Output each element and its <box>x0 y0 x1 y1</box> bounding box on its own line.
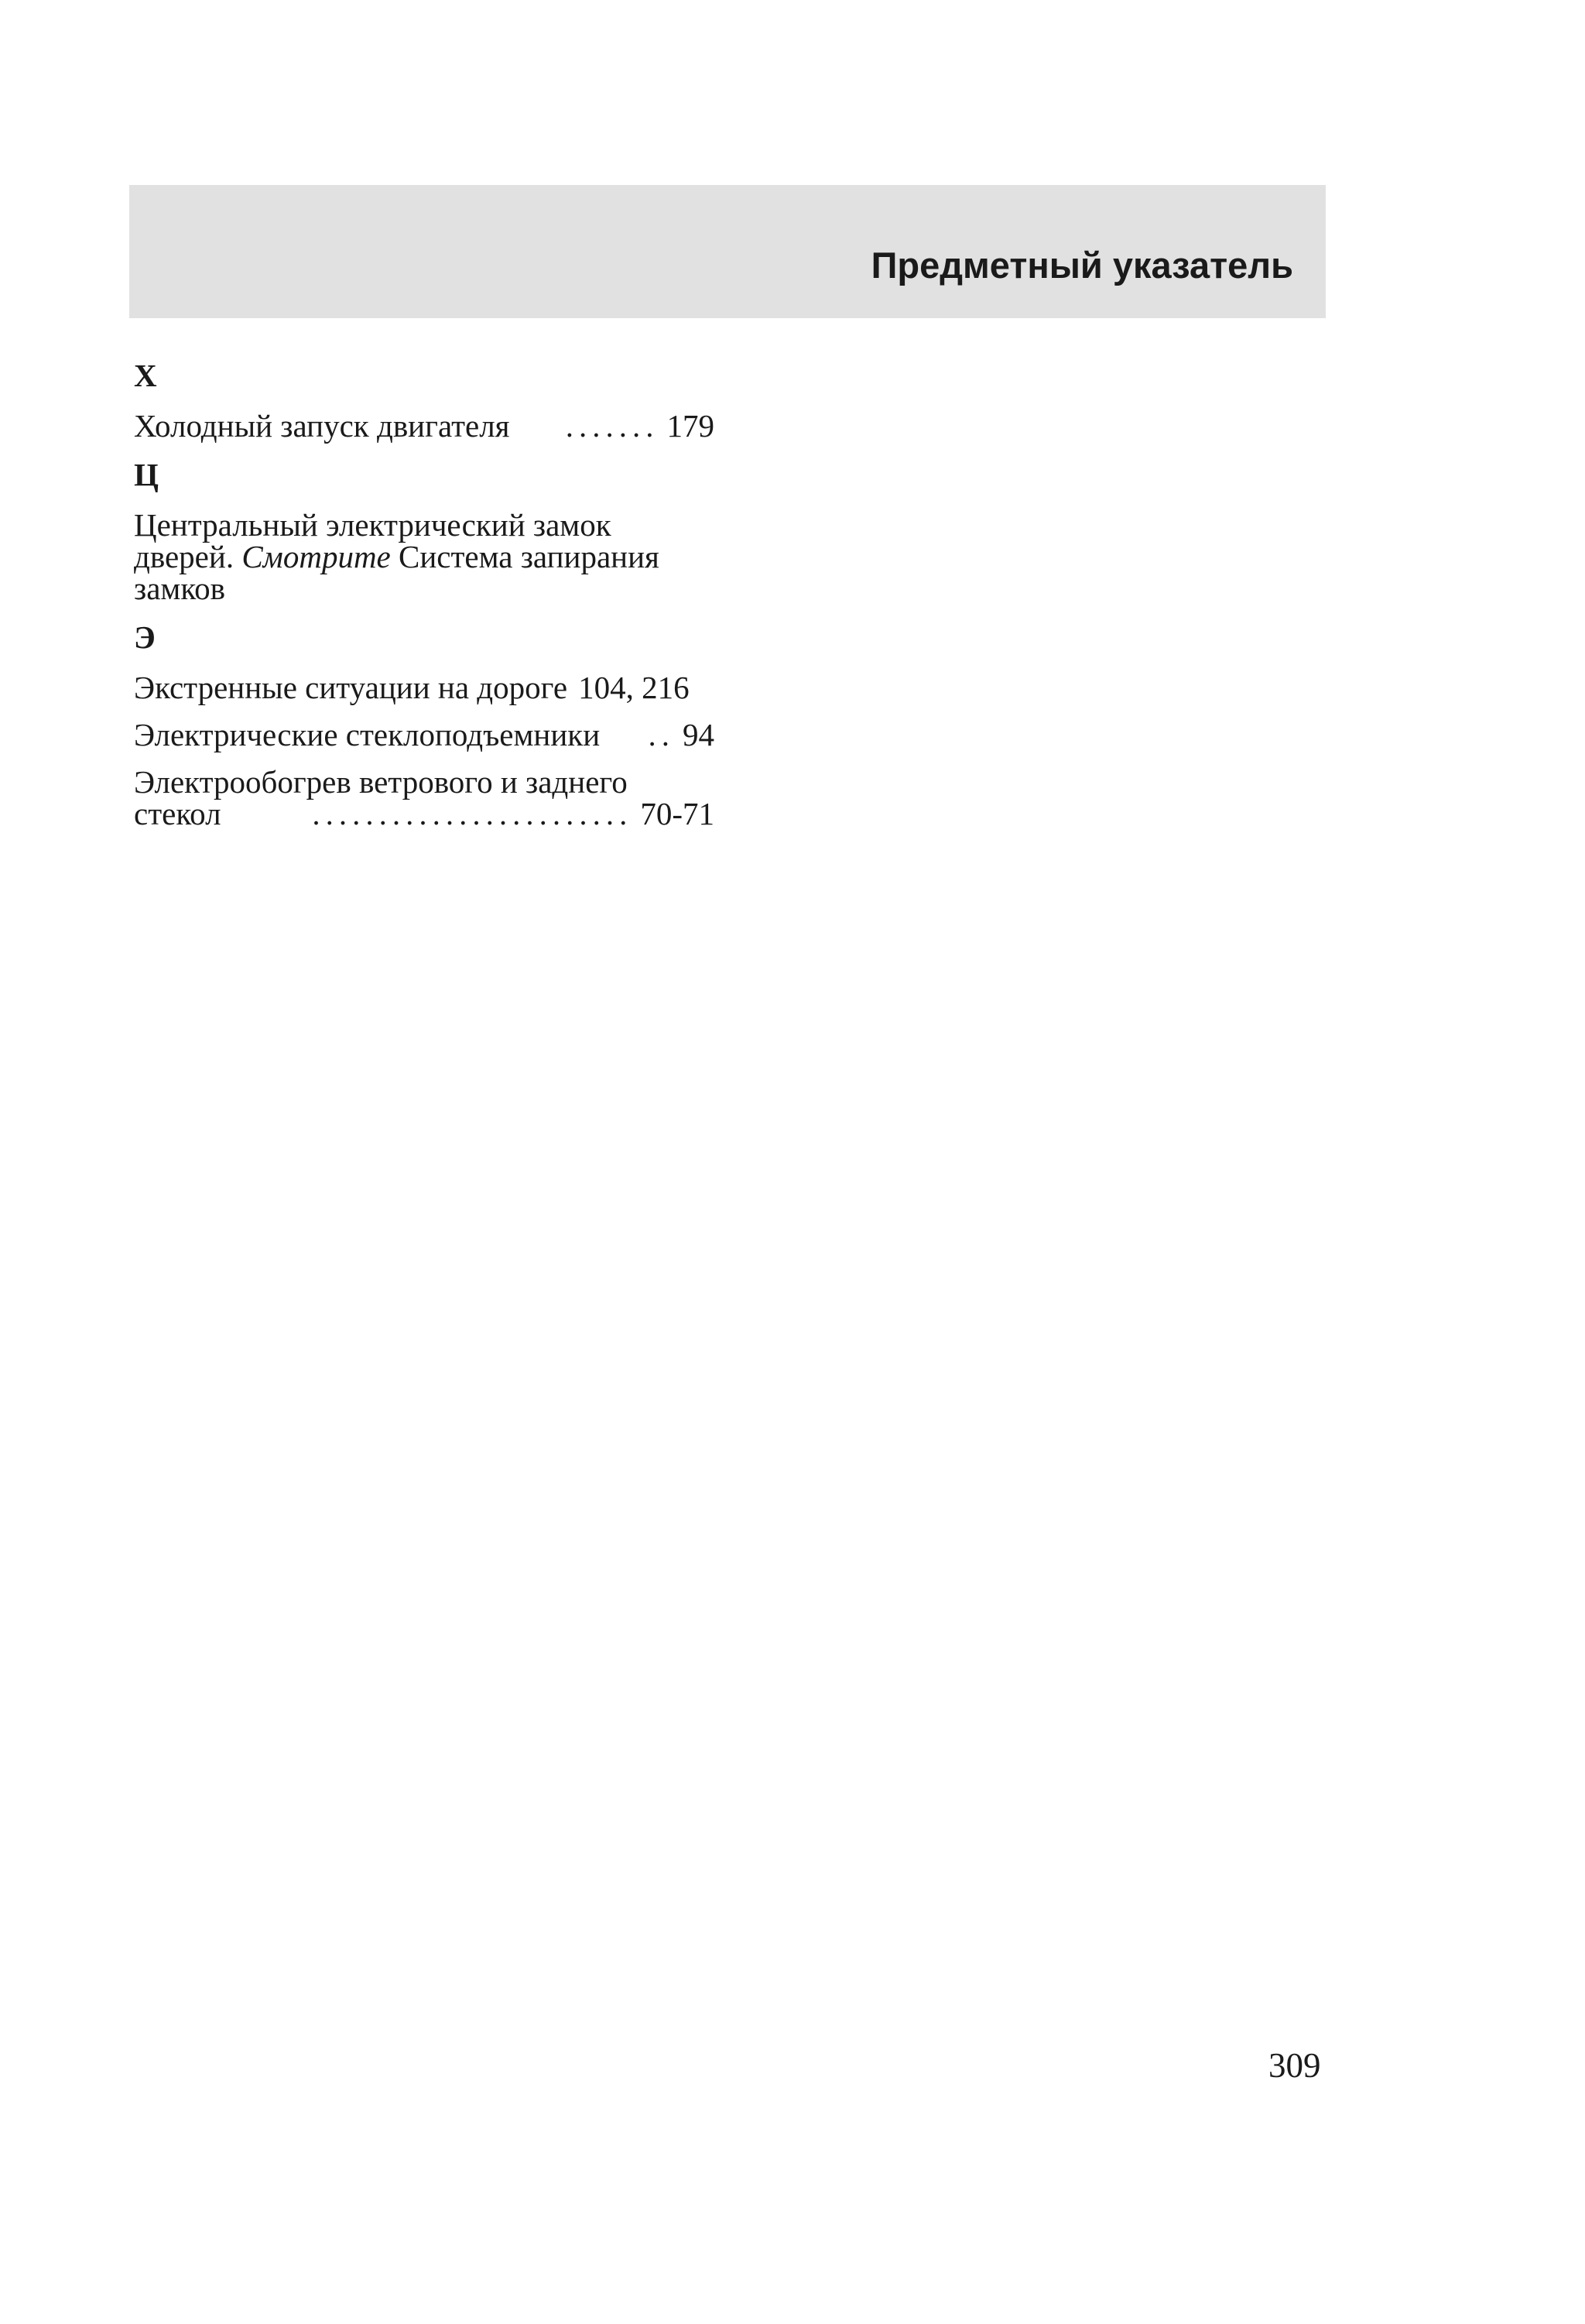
entry-text: Электрические стеклоподъемники <box>134 717 601 752</box>
section-letter-ts: Ц <box>134 457 159 492</box>
see-reference: Смотрите <box>241 539 391 574</box>
entry-pages: 94 <box>683 717 714 752</box>
index-entry <box>134 719 714 751</box>
index-entry <box>134 509 714 605</box>
entry-pages: 104, 216 <box>578 670 690 705</box>
entry-text: Экстренные ситуации на дороге <box>134 670 568 705</box>
entry-line: Электрообогрев ветрового и заднего <box>134 764 628 800</box>
entry-leader-dots: ........................ <box>312 798 633 830</box>
entry-leader-dots: ....... <box>565 410 659 442</box>
page-title: Предметный указатель <box>871 245 1293 286</box>
entry-line <box>134 541 714 573</box>
index-entry <box>134 410 714 442</box>
page-number: 309 <box>1268 2046 1321 2085</box>
header-band <box>129 185 1326 318</box>
entry-line: Центральный электрический замок <box>134 507 611 543</box>
section-letter-e: Э <box>134 619 156 655</box>
index-entry <box>134 766 714 830</box>
entry-leader-dots: .. <box>648 719 675 751</box>
entry-pages: 179 <box>666 408 714 444</box>
entry-line <box>134 798 714 830</box>
entry-pages: 70-71 <box>640 796 714 831</box>
section-letter-kh: Х <box>134 358 157 393</box>
entry-line: замков <box>134 571 226 606</box>
entry-text: Система запирания <box>399 539 659 574</box>
index-column <box>134 360 714 830</box>
entry-text: Холодный запуск двигателя <box>134 408 510 444</box>
entry-text: дверей. <box>134 539 234 574</box>
index-entry <box>134 672 714 704</box>
entry-text: стекол <box>134 796 221 831</box>
